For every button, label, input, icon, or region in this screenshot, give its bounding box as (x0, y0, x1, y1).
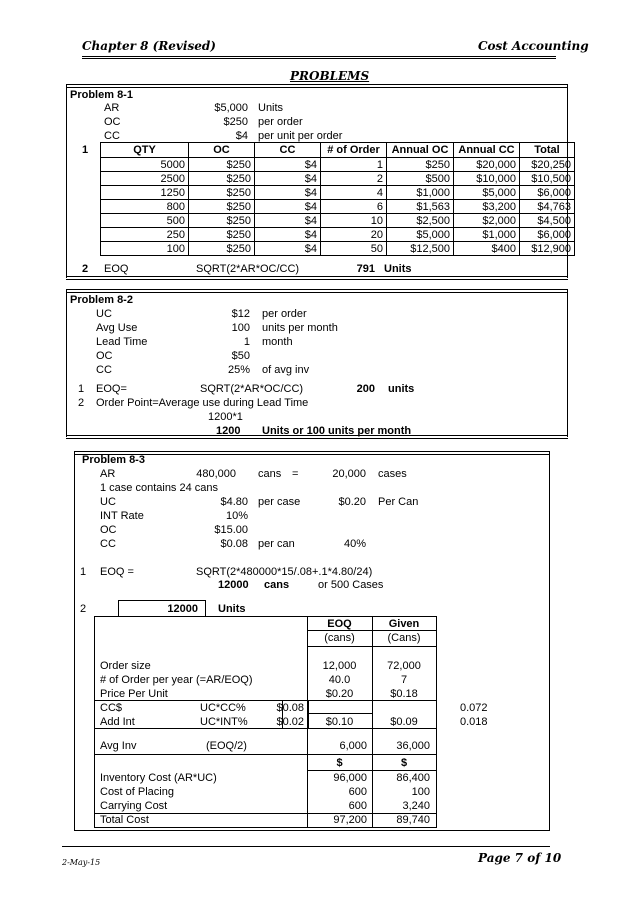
table-cell: 4 (321, 186, 387, 200)
introw-side: 0.018 (460, 716, 488, 728)
p83-eoq-formula: SQRT(2*480000*15/.08+.1*4.80/24) (196, 566, 373, 578)
p83-uc-label: UC (100, 496, 116, 508)
p82-line2-number: 2 (78, 397, 85, 409)
comparison-row-label: # of Order per year (=AR/EOQ) (100, 674, 253, 686)
p82-eoq-unit: units (388, 383, 415, 395)
p82-param-value: 100 (231, 322, 250, 334)
problem-8-2-title: Problem 8-2 (70, 294, 133, 306)
p83-part2-unit: Units (218, 603, 246, 615)
introw-formula: UC*INT% (200, 716, 248, 728)
eoq-table (100, 142, 575, 256)
col-annual-cc: Annual CC (454, 143, 520, 158)
p82-param-label: CC (96, 364, 112, 376)
avg-inv-label: Avg Inv (100, 740, 137, 752)
p83-ar-value: 480,000 (196, 468, 236, 480)
table-cell: $6,000 (520, 186, 575, 200)
p82-param-label: Lead Time (96, 336, 148, 348)
currency-eoq: $ (336, 757, 343, 769)
header-rule (82, 56, 556, 57)
table-cell: 100 (101, 242, 189, 256)
oc-label: OC (104, 116, 121, 128)
cc-label: CC (104, 130, 120, 142)
p83-ar-unit: cans (258, 468, 282, 480)
page-number: Page 7 of 10 (478, 851, 562, 865)
table-cell: $250 (189, 242, 255, 256)
comparison-row-label: Price Per Unit (100, 688, 168, 700)
subject-title: Cost Accounting (478, 39, 589, 53)
cost-row-given: 100 (411, 786, 430, 798)
eoq-label: EOQ (104, 263, 129, 275)
table-cell: $10,000 (454, 172, 520, 186)
p83-uc-unit: per case (258, 496, 301, 508)
p82-eoq-formula: SQRT(2*AR*OC/CC) (200, 383, 304, 395)
p83-ar-cases-unit: cases (378, 468, 407, 480)
part-2-number: 2 (82, 263, 89, 275)
table-cell: $1,000 (387, 186, 454, 200)
col-cc: CC (255, 143, 321, 158)
table-cell: $4 (255, 172, 321, 186)
table-cell: $2,500 (387, 214, 454, 228)
col-eoq-header: EOQ (327, 618, 352, 630)
table-cell: 1250 (101, 186, 189, 200)
eoq-unit: Units (384, 263, 412, 275)
eoq-formula: SQRT(2*AR*OC/CC) (196, 263, 300, 275)
col-orders: # of Order (321, 143, 387, 158)
cc-unit: per unit per order (258, 130, 343, 142)
p83-eoq-label: EOQ = (100, 566, 134, 578)
p82-param-label: UC (96, 308, 112, 320)
footer-rule (62, 846, 550, 847)
introw-label: Add Int (100, 716, 135, 728)
oc-value: $250 (223, 116, 248, 128)
footer-date: 2-May-15 (62, 858, 101, 867)
p82-line1-number: 1 (78, 383, 85, 395)
table-row (101, 228, 575, 242)
p82-param-label: Avg Use (96, 322, 138, 334)
p83-eoq-unit: cans (264, 579, 290, 591)
table-cell: $20,250 (520, 158, 575, 172)
table-cell: $4 (255, 186, 321, 200)
cost-row-label: Carrying Cost (100, 800, 168, 812)
ccrow-formula: UC*CC% (200, 702, 246, 714)
table-cell: $250 (189, 214, 255, 228)
table-cell: 10 (321, 214, 387, 228)
chapter-title: Chapter 8 (Revised) (82, 39, 216, 53)
table-cell: $500 (387, 172, 454, 186)
p82-param-value: $50 (231, 350, 250, 362)
p82-param-value: $12 (231, 308, 250, 320)
order-point-calc: 1200*1 (208, 411, 243, 423)
introw-eoq: $0.10 (325, 716, 354, 728)
table-cell: $4 (255, 228, 321, 242)
p83-oc-label: OC (100, 524, 117, 536)
table-cell: $250 (387, 158, 454, 172)
table-cell: $1,563 (387, 200, 454, 214)
comparison-row-eoq: $0.20 (325, 688, 354, 700)
cost-row-eoq: 600 (348, 800, 367, 812)
table-cell: 250 (101, 228, 189, 242)
col-given-subheader: (Cans) (387, 632, 421, 644)
cost-row-given: 86,400 (396, 772, 430, 784)
table-cell: $6,000 (520, 228, 575, 242)
page-title: PROBLEMS (290, 69, 370, 83)
col-oc: OC (189, 143, 255, 158)
ar-label: AR (104, 102, 120, 114)
p83-cc-unit: per can (258, 538, 295, 550)
table-cell: $5,000 (387, 228, 454, 242)
problem-8-1-title: Problem 8-1 (70, 89, 133, 101)
p82-eoq-label: EOQ= (96, 383, 127, 395)
p83-uc-per-can-unit: Per Can (378, 496, 419, 508)
table-cell: 50 (321, 242, 387, 256)
p83-cc-percent: 40% (343, 538, 366, 550)
table-cell: $250 (189, 200, 255, 214)
cost-row-label: Inventory Cost (AR*UC) (100, 772, 217, 784)
table-cell: $4 (255, 200, 321, 214)
table-row (101, 172, 575, 186)
cost-row-eoq: 600 (348, 786, 367, 798)
p83-ar-cases: 20,000 (332, 468, 366, 480)
p83-oc-value: $15.00 (214, 524, 248, 536)
table-cell: $5,000 (454, 186, 520, 200)
p82-param-unit: of avg inv (262, 364, 310, 376)
table-cell: $250 (189, 228, 255, 242)
cost-row-eoq: 96,000 (333, 772, 367, 784)
p83-ar-label: AR (100, 468, 116, 480)
cost-row-eoq: 97,200 (333, 814, 367, 826)
table-row (101, 242, 575, 256)
p83-int-value: 10% (225, 510, 248, 522)
case-note: 1 case contains 24 cans (100, 482, 219, 494)
ar-value: $5,000 (214, 102, 248, 114)
col-qty: QTY (101, 143, 189, 158)
p83-uc-value: $4.80 (220, 496, 248, 508)
cc-value: $4 (235, 130, 248, 142)
eoq-value: 791 (356, 263, 375, 275)
p83-eoq-alt: or 500 Cases (318, 579, 384, 591)
comparison-row-given: 7 (400, 674, 408, 686)
problem-8-3-title: Problem 8-3 (82, 454, 145, 466)
table-cell: $250 (189, 158, 255, 172)
table-cell: $4 (255, 214, 321, 228)
table-row (101, 186, 575, 200)
table-cell: 6 (321, 200, 387, 214)
currency-given: $ (400, 757, 408, 769)
introw-rate: $0.02 (276, 716, 304, 728)
table-cell: $4 (255, 242, 321, 256)
table-cell: $3,200 (454, 200, 520, 214)
p83-part2-value: 12000 (167, 603, 198, 615)
col-annual-oc: Annual OC (387, 143, 454, 158)
p82-param-unit: per order (262, 308, 307, 320)
introw-given: $0.09 (390, 716, 418, 728)
cost-row-given: 89,740 (396, 814, 430, 826)
table-cell: $250 (189, 186, 255, 200)
col-given-header: Given (388, 618, 420, 630)
order-point-unit: Units or 100 units per month (262, 425, 412, 437)
table-cell: $250 (189, 172, 255, 186)
p82-param-unit: units per month (262, 322, 338, 334)
comparison-row-given: 72,000 (387, 660, 421, 672)
p83-eoq-value: 12000 (218, 579, 249, 591)
comparison-row-label: Order size (100, 660, 151, 672)
cost-row-label: Total Cost (100, 814, 149, 826)
avg-inv-formula: (EOQ/2) (206, 740, 247, 752)
p83-uc-per-can: $0.20 (338, 496, 366, 508)
oc-unit: per order (258, 116, 303, 128)
comparison-row-given: $0.18 (390, 688, 418, 700)
ccrow-rate: $0.08 (276, 702, 304, 714)
table-cell: $12,900 (520, 242, 575, 256)
table-cell: $4,500 (520, 214, 575, 228)
table-cell: $12,500 (387, 242, 454, 256)
table-cell: 2 (321, 172, 387, 186)
table-cell: $400 (454, 242, 520, 256)
ccrow-label: CC$ (100, 702, 123, 714)
table-cell: $4 (255, 158, 321, 172)
ccrow-side: 0.072 (460, 702, 488, 714)
table-cell: 1 (321, 158, 387, 172)
part-1-number: 1 (82, 144, 89, 156)
p83-eoq-number: 1 (80, 566, 87, 578)
table-cell: $20,000 (454, 158, 520, 172)
p83-int-label: INT Rate (100, 510, 144, 522)
table-row (101, 214, 575, 228)
cost-row-label: Cost of Placing (100, 786, 174, 798)
table-cell: 500 (101, 214, 189, 228)
p83-part2-number: 2 (80, 603, 87, 615)
table-cell: 5000 (101, 158, 189, 172)
p83-cc-label: CC (100, 538, 116, 550)
col-eoq-subheader: (cans) (324, 632, 355, 644)
table-row (101, 158, 575, 172)
table-cell: 20 (321, 228, 387, 242)
avg-inv-eoq: 6,000 (339, 740, 367, 752)
p83-cc-value: $0.08 (220, 538, 248, 550)
ar-unit: Units (258, 102, 284, 114)
table-row (101, 200, 575, 214)
p82-eoq-value: 200 (356, 383, 375, 395)
p82-param-value: 25% (227, 364, 250, 376)
col-total: Total (520, 143, 575, 158)
comparison-row-eoq: 12,000 (322, 660, 357, 672)
table-cell: $10,500 (520, 172, 575, 186)
comparison-row-eoq: 40.0 (328, 674, 351, 686)
p83-ar-equals: = (292, 468, 299, 480)
table-cell: $2,000 (454, 214, 520, 228)
order-point-result: 1200 (216, 425, 241, 437)
order-point-label: Order Point=Average use during Lead Time (96, 397, 309, 409)
avg-inv-given: 36,000 (396, 740, 430, 752)
cost-row-given: 3,240 (402, 800, 430, 812)
p82-param-label: OC (96, 350, 113, 362)
table-cell: $1,000 (454, 228, 520, 242)
p82-param-unit: month (262, 336, 293, 348)
table-cell: 800 (101, 200, 189, 214)
table-cell: 2500 (101, 172, 189, 186)
table-cell: $4,763 (520, 200, 575, 214)
p82-param-value: 1 (243, 336, 250, 348)
